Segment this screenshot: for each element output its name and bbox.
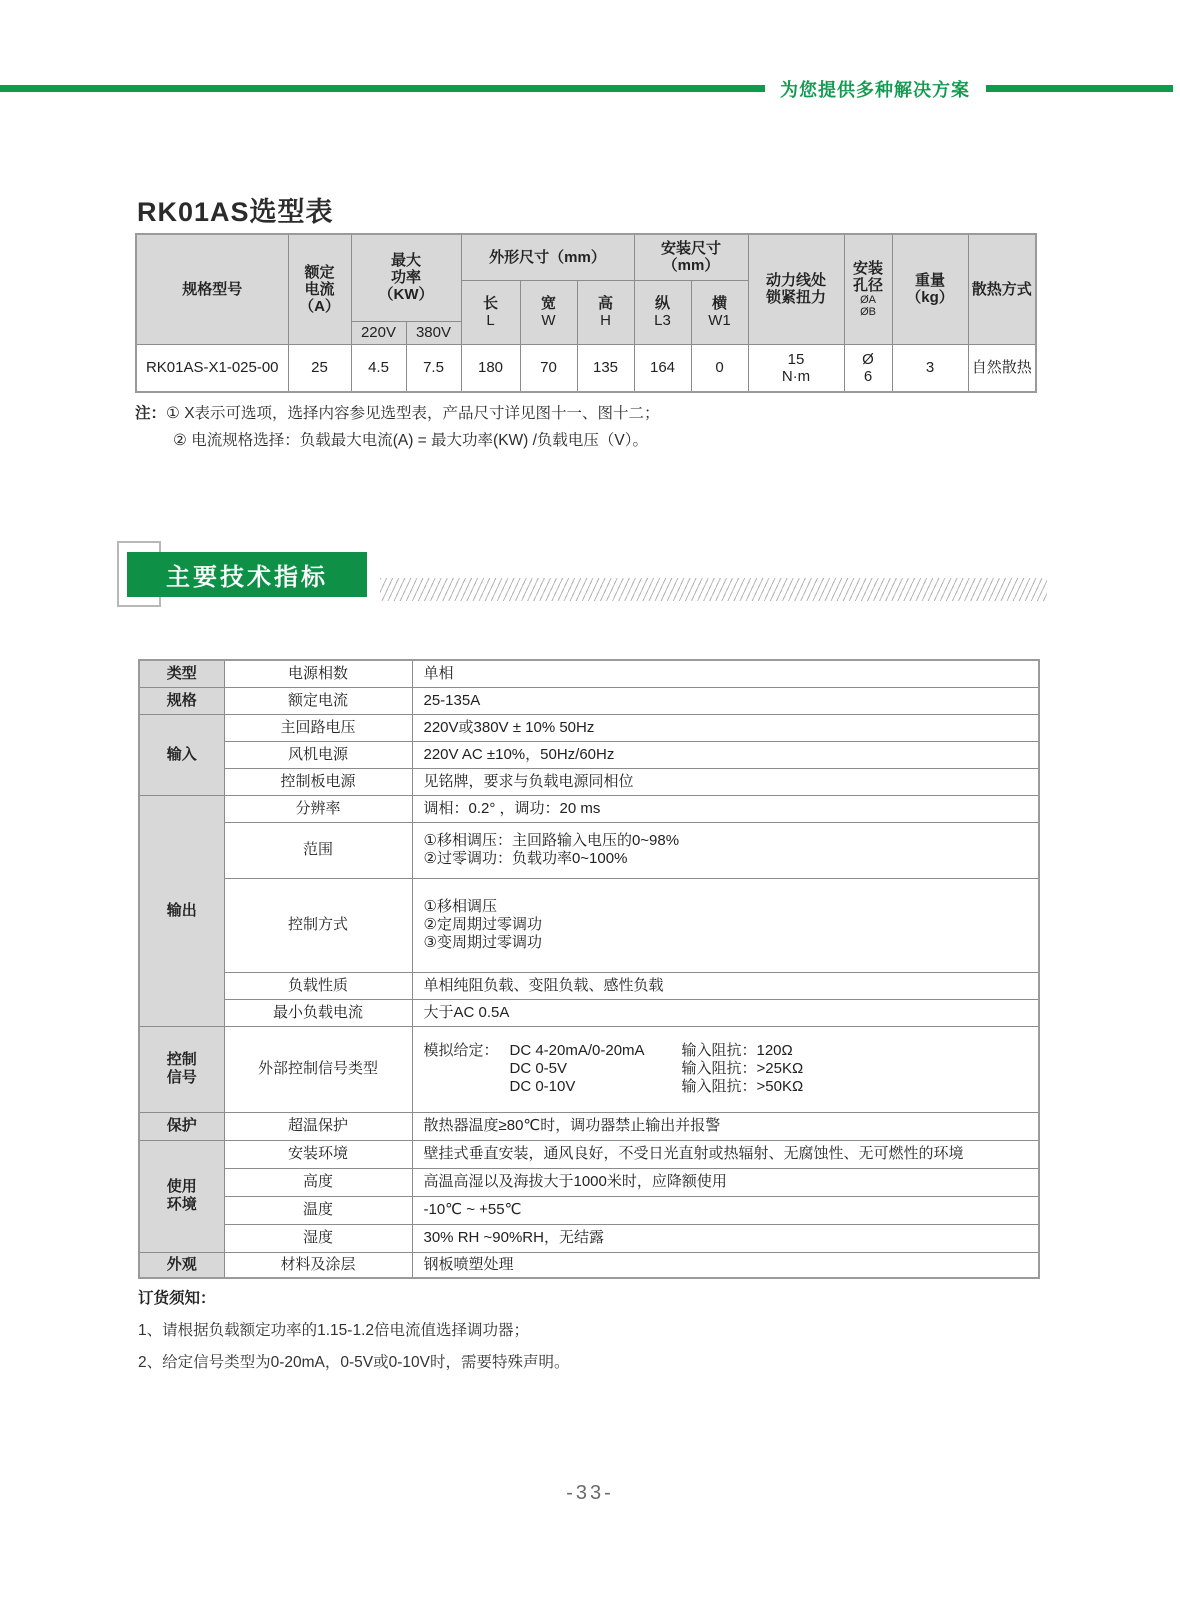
spec-category: 规格 (139, 687, 224, 714)
table-row (139, 714, 1039, 741)
spec-item: 电源相数 (224, 660, 412, 687)
cell-l3: 164 (634, 344, 691, 392)
spec-item: 高度 (224, 1168, 412, 1196)
spec-item: 额定电流 (224, 687, 412, 714)
cell-width: 70 (520, 344, 577, 392)
table-row (139, 1168, 1039, 1196)
cell-hole: Ø 6 (844, 344, 892, 392)
section-banner (127, 552, 367, 597)
spec-item: 范围 (224, 822, 412, 878)
top-rule-right (986, 85, 1173, 92)
table-row (139, 687, 1039, 714)
header-rated-current: 额定 电流 （A） (288, 234, 351, 344)
spec-value: 钢板喷塑处理 (412, 1252, 1039, 1278)
cell-cooling: 自然散热 (968, 344, 1036, 392)
cell-model: RK01AS-X1-025-00 (136, 344, 288, 392)
spec-item: 湿度 (224, 1224, 412, 1252)
header-mount-dims: 安装尺寸 （mm） (634, 234, 748, 280)
spec-value: ①移相调压：主回路输入电压的0~98% ②过零调功：负载功率0~100% (412, 822, 1039, 878)
page-number: -33- (566, 1482, 614, 1504)
spec-value: 见铭牌，要求与负载电源同相位 (412, 768, 1039, 795)
table-row (139, 1140, 1039, 1168)
table-row (139, 1026, 1039, 1112)
header-hole-dia: 安装 孔径 ØA ØB (844, 234, 892, 344)
spec-value: 220V AC ±10%，50Hz/60Hz (412, 741, 1039, 768)
spec-item: 温度 (224, 1196, 412, 1224)
spec-value (412, 1026, 1039, 1112)
spec-item: 风机电源 (224, 741, 412, 768)
ordering-item-1: 1、请根据负载额定功率的1.15-1.2倍电流值选择调功器； (138, 1322, 529, 1339)
spacer (424, 1060, 510, 1078)
section-title: 主要技术指标 (166, 564, 328, 591)
table-row (139, 660, 1039, 687)
spec-category: 输出 (139, 795, 224, 1026)
selection-title: RK01AS选型表 (137, 197, 334, 227)
table-row (139, 1196, 1039, 1224)
header-torque: 动力线处 锁紧扭力 (748, 234, 844, 344)
spec-value: 30% RH ~90%RH，无结露 (412, 1224, 1039, 1252)
ordering-title: 订货须知： (138, 1290, 216, 1307)
header-380v: 380V (406, 321, 461, 344)
spec-item: 外部控制信号类型 (224, 1026, 412, 1112)
cell-p220: 4.5 (351, 344, 406, 392)
cell-rated: 25 (288, 344, 351, 392)
spec-category: 类型 (139, 660, 224, 687)
table-row (139, 878, 1039, 972)
spec-value: 散热器温度≥80℃时，调功器禁止输出并报警 (412, 1112, 1039, 1140)
cell-height: 135 (577, 344, 634, 392)
table-row (139, 999, 1039, 1026)
spec-item: 主回路电压 (224, 714, 412, 741)
header-length: 长 L (461, 280, 520, 344)
cell-torque: 15 N·m (748, 344, 844, 392)
ordering-notes (138, 1286, 570, 1372)
ordering-item-2: 2、给定信号类型为0-20mA，0-5V或0-10V时，需要特殊声明。 (138, 1354, 570, 1371)
note-label: 注： (135, 405, 167, 422)
header-height: 高 H (577, 280, 634, 344)
spec-item: 控制板电源 (224, 768, 412, 795)
header-weight: 重量 （kg） (892, 234, 968, 344)
table-row (139, 1112, 1039, 1140)
spec-value: 单相 (412, 660, 1039, 687)
spec-value: 220V或380V ± 10% 50Hz (412, 714, 1039, 741)
spec-item: 控制方式 (224, 878, 412, 972)
header-max-power: 最大 功率 （KW） (351, 234, 461, 321)
spec-item: 负载性质 (224, 972, 412, 999)
cell-w1: 0 (691, 344, 748, 392)
spec-table (138, 659, 1040, 1279)
table-row (139, 1252, 1039, 1278)
table-row (139, 795, 1039, 822)
table-row (136, 344, 1036, 392)
spec-category: 使用 环境 (139, 1140, 224, 1252)
header-slogan: 为您提供多种解决方案 (780, 80, 970, 100)
selection-notes (135, 404, 660, 450)
note-line-2: ② 电流规格选择：负载最大电流(A) = 最大功率(KW) /负载电压（V）。 (173, 432, 649, 449)
spec-value: 25-135A (412, 687, 1039, 714)
spec-item: 安装环境 (224, 1140, 412, 1168)
spec-category: 外观 (139, 1252, 224, 1278)
spec-item: 分辨率 (224, 795, 412, 822)
spec-value: ①移相调压 ②定周期过零调功 ③变周期过零调功 (412, 878, 1039, 972)
spec-category: 保护 (139, 1112, 224, 1140)
spacer (424, 1078, 510, 1096)
spec-item: 材料及涂层 (224, 1252, 412, 1278)
top-rule-left (0, 85, 765, 92)
header-outline-dims: 外形尺寸（mm） (461, 234, 634, 280)
signal-line: DC 0-5V 输入阻抗：>25KΩ (424, 1060, 1035, 1078)
header-width: 宽 W (520, 280, 577, 344)
spec-category: 输入 (139, 714, 224, 795)
table-row (139, 972, 1039, 999)
hatch-decoration (380, 578, 1047, 601)
signal-line: 模拟给定： DC 4-20mA/0-20mA 输入阻抗：120Ω (423, 1042, 793, 1059)
table-row (139, 768, 1039, 795)
cell-weight: 3 (892, 344, 968, 392)
cell-length: 180 (461, 344, 520, 392)
spec-category: 控制 信号 (139, 1026, 224, 1112)
spec-value: 壁挂式垂直安装，通风良好，不受日光直射或热辐射、无腐蚀性、无可燃性的环境 (412, 1140, 1039, 1168)
table-row (139, 822, 1039, 878)
table-row (139, 1224, 1039, 1252)
header-220v: 220V (351, 321, 406, 344)
selection-table (135, 233, 1037, 393)
spec-item: 最小负载电流 (224, 999, 412, 1026)
spec-value: 单相纯阻负载、变阻负载、感性负载 (412, 972, 1039, 999)
header-model: 规格型号 (136, 234, 288, 344)
header-mount-l3: 纵 L3 (634, 280, 691, 344)
signal-line: DC 0-10V 输入阻抗：>50KΩ (424, 1078, 1035, 1096)
header-cooling: 散热方式 (968, 234, 1036, 344)
spec-value: 调相：0.2° ，调功：20 ms (412, 795, 1039, 822)
cell-p380: 7.5 (406, 344, 461, 392)
spec-value: -10℃ ~ +55℃ (412, 1196, 1039, 1224)
table-row (139, 741, 1039, 768)
note-line-1: 注：① X表示可选项，选择内容参见选型表，产品尺寸详见图十一、图十二； (135, 405, 660, 422)
spec-value: 大于AC 0.5A (412, 999, 1039, 1026)
spec-item: 超温保护 (224, 1112, 412, 1140)
spec-value: 高温高湿以及海拔大于1000米时，应降额使用 (412, 1168, 1039, 1196)
header-mount-w1: 横 W1 (691, 280, 748, 344)
